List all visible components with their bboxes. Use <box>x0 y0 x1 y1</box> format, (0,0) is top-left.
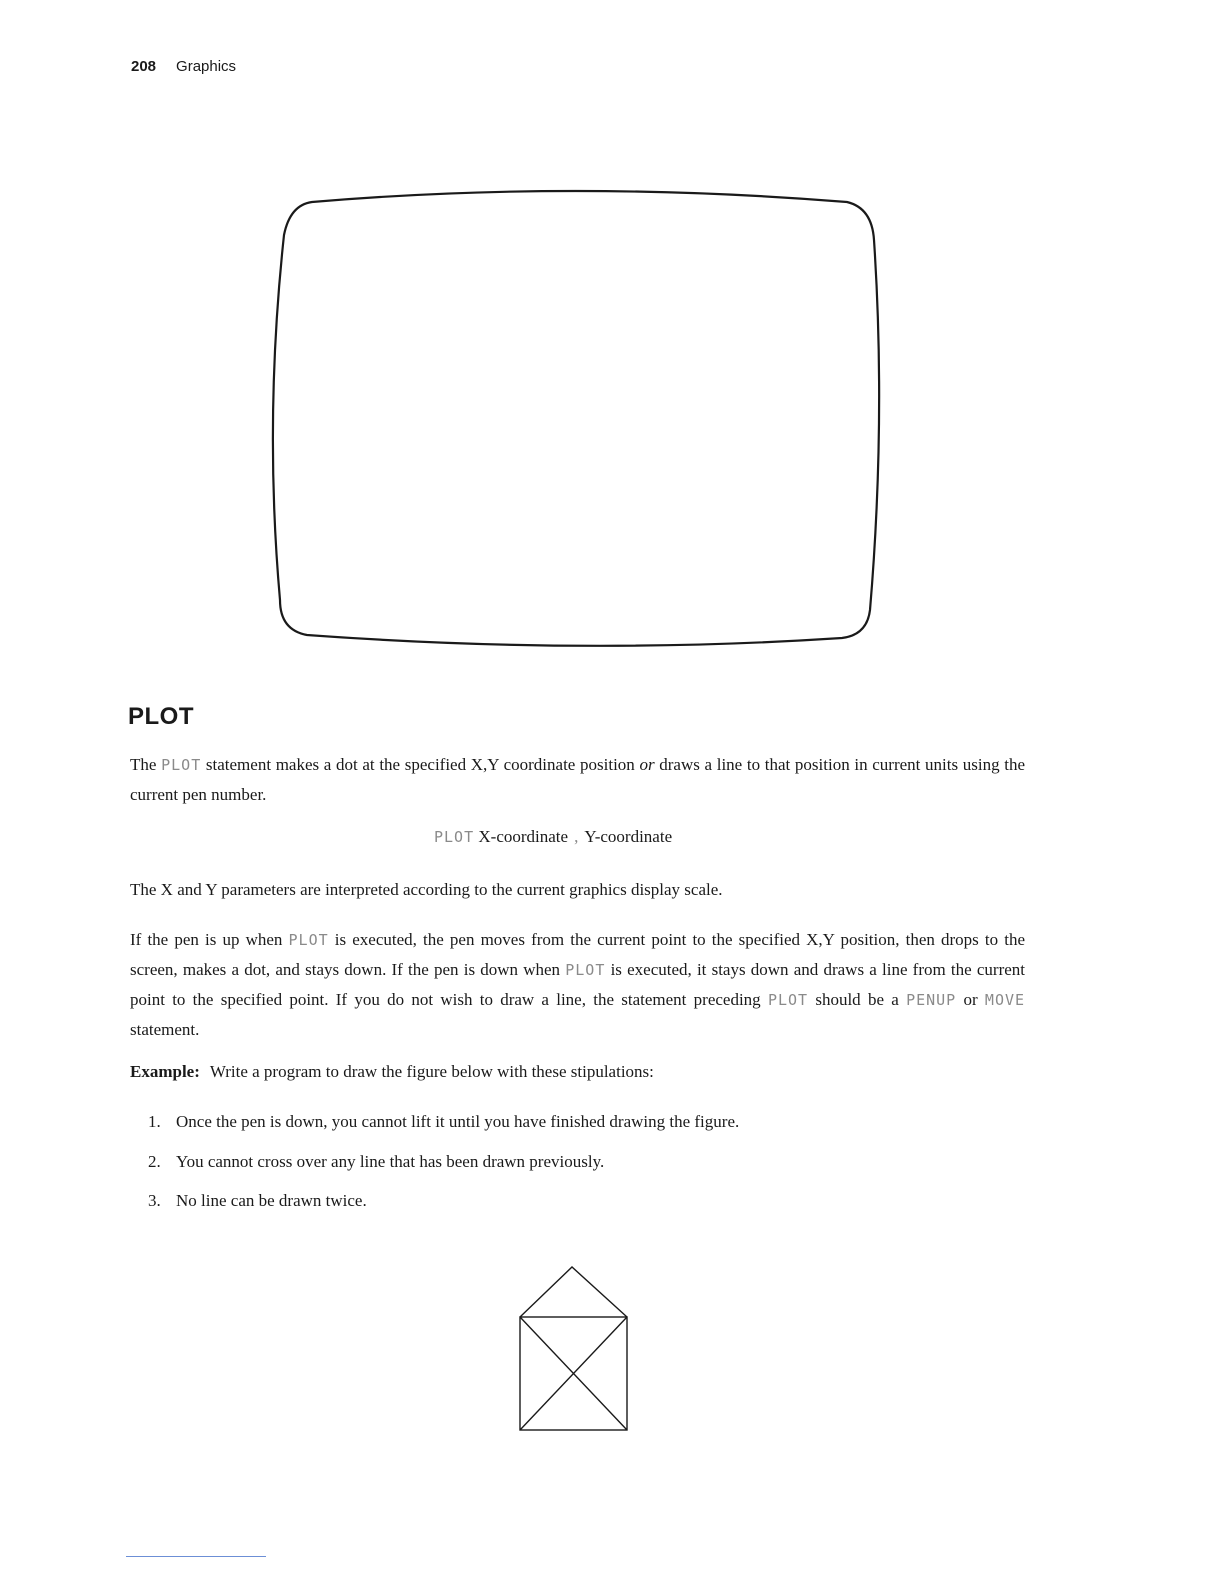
syntax-x: X-coordinate <box>478 827 569 846</box>
list-item <box>148 1112 739 1132</box>
pen-text-4: should be a <box>815 990 899 1009</box>
pen-text-6: statement. <box>130 1020 200 1039</box>
pen-paragraph <box>130 925 1025 1044</box>
pen-text-3: is executed, it stays down and draws a line from the current point to the specified point. If you do not wish to draw a line, the statement preceding <box>130 960 1026 1009</box>
crt-screen-outline <box>273 191 879 646</box>
example-text: Write a program to draw the figure below with these stipulations: <box>209 1062 654 1081</box>
intro-or: or <box>639 755 655 774</box>
keyword-penup: PENUP <box>906 991 957 1009</box>
syntax-separator: , <box>574 827 579 846</box>
page-header <box>131 58 236 75</box>
keyword-plot-1: PLOT <box>288 931 329 949</box>
pen-text-2: is executed, the pen moves from the current point to the specified X,Y position, then drops to the screen, makes a dot, and stays down. If the pen is down when <box>130 930 1026 979</box>
section-heading: PLOT <box>128 703 194 730</box>
list-item-number: 2. <box>148 1152 161 1171</box>
pen-text-5: or <box>963 990 978 1009</box>
list-item-number: 3. <box>148 1191 161 1210</box>
pen-text-1: If the pen is up when <box>130 930 283 949</box>
list-item <box>148 1191 367 1211</box>
page-number: 208 <box>131 58 157 75</box>
intro-text-2: draws a line to that position in current units using the current pen number. <box>130 755 1026 804</box>
list-item-number: 1. <box>148 1112 161 1131</box>
house-roof <box>520 1267 627 1317</box>
keyword-plot-3: PLOT <box>767 991 809 1009</box>
list-item-text: Once the pen is down, you cannot lift it until you have finished drawing the figure. <box>176 1112 740 1131</box>
keyword-plot: PLOT <box>161 756 202 774</box>
example-line <box>130 1062 654 1082</box>
list-item-text: You cannot cross over any line that has been drawn previously. <box>176 1152 605 1171</box>
intro-text-1: statement makes a dot at the specified X,Y coordinate position <box>205 755 635 774</box>
section-title: Graphics <box>176 58 237 75</box>
footer-rule <box>126 1556 266 1557</box>
example-label: Example: <box>130 1062 200 1081</box>
crt-screen-illustration <box>262 180 892 655</box>
intro-paragraph <box>130 750 1025 809</box>
syntax-y: Y-coordinate <box>584 827 673 846</box>
keyword-plot-2: PLOT <box>565 961 606 979</box>
params-paragraph: The X and Y parameters are interpreted according to the current graphics display scale. <box>130 880 723 899</box>
plot-syntax <box>434 827 672 847</box>
list-item-text: No line can be drawn twice. <box>176 1191 367 1210</box>
syntax-keyword: PLOT <box>434 828 475 846</box>
house-figure <box>510 1262 635 1437</box>
list-item <box>148 1152 604 1172</box>
keyword-move: MOVE <box>984 991 1026 1009</box>
intro-the: The <box>130 755 157 774</box>
